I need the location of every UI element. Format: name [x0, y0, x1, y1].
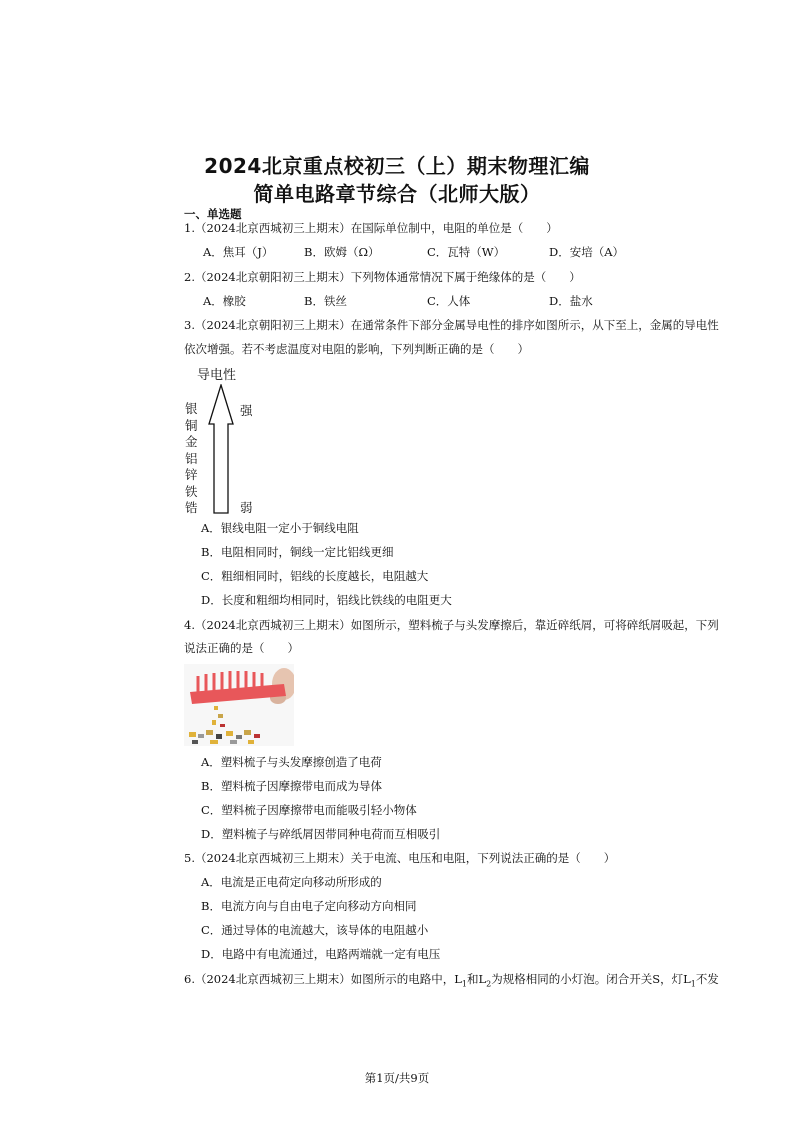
- label-weak: 弱: [240, 500, 253, 515]
- label-strong: 强: [240, 403, 253, 418]
- q6-stem: [184, 967, 759, 996]
- q1-option-c: C．瓦特（W）: [427, 245, 506, 259]
- q2-stem: 2.（2024北京朝阳初三上期末）下列物体通常情况下属于绝缘体的是（ ）: [184, 270, 581, 284]
- q1-stem: 1.（2024北京西城初三上期末）在国际单位制中，电阻的单位是（ ）: [184, 221, 558, 235]
- metal-iron: 铁: [185, 483, 198, 499]
- q3-stem-line2: 依次增强。若不考虑温度对电阻的影响，下列判断正确的是（ ）: [184, 342, 529, 356]
- section-heading: 一、单选题: [184, 207, 242, 221]
- diagram-title: 导电性: [197, 368, 237, 383]
- comb-photo: [184, 664, 294, 746]
- q2-option-b: B．铁丝: [304, 294, 347, 308]
- q6-mid2: 为规格相同的小灯泡。闭合开关S，灯L: [491, 972, 691, 986]
- q3-option-c: C．粗细相同时，铝线的长度越长，电阻越大: [201, 569, 429, 583]
- q5-option-b: B．电流方向与自由电子定向移动方向相同: [201, 899, 417, 913]
- q1-option-b: B．欧姆（Ω）: [304, 245, 380, 259]
- doc-title-line1: 2024北京重点校初三（上）期末物理汇编: [204, 154, 590, 178]
- q5-option-c: C．通过导体的电流越大，该导体的电阻越小: [201, 923, 429, 937]
- q2-option-a: A．橡胶: [203, 294, 246, 308]
- q4-option-d: D．塑料梳子与碎纸屑因带同种电荷而互相吸引: [201, 827, 441, 841]
- metal-aluminum: 铝: [185, 450, 198, 466]
- conductivity-diagram: [184, 360, 294, 518]
- metal-copper: 铜: [185, 417, 198, 433]
- q6-prefix: 6.（2024北京西城初三上期末）如图所示的电路中，L: [184, 972, 462, 986]
- q3-stem-line1: 3.（2024北京朝阳初三上期末）在通常条件下部分金属导电性的排序如图所示，从下至上，金属的导电性: [184, 318, 719, 332]
- q2-options: [203, 289, 763, 313]
- doc-title-line2: 简单电路章节综合（北师大版）: [253, 182, 541, 206]
- q4-option-a: A．塑料梳子与头发摩擦创造了电荷: [201, 755, 382, 769]
- q5-stem: 5.（2024北京西城初三上期末）关于电流、电压和电阻，下列说法正确的是（ ）: [184, 851, 616, 865]
- metal-list: [185, 401, 199, 517]
- q4-stem-line2: 说法正确的是（ ）: [184, 641, 299, 655]
- q6-suffix: 不发: [695, 972, 719, 986]
- q2-option-d: D．盐水: [549, 294, 593, 308]
- q6-sub1: 1: [461, 979, 467, 989]
- q6-sub2: 2: [486, 979, 492, 989]
- q6-sub3: 1: [690, 979, 696, 989]
- q4-option-c: C．塑料梳子因摩擦带电而能吸引轻小物体: [201, 803, 417, 817]
- metal-zirconium: 锆: [185, 500, 198, 515]
- page-footer: 第1页/共9页: [364, 1071, 430, 1085]
- q3-option-a: A．银线电阻一定小于铜线电阻: [201, 521, 359, 535]
- up-arrow-icon: [208, 384, 234, 514]
- q1-options: [203, 240, 763, 264]
- metal-silver: 银: [185, 401, 198, 416]
- q1-option-d: D．安培（A）: [549, 245, 625, 259]
- metal-zinc: 锌: [185, 467, 198, 482]
- q3-option-b: B．电阻相同时，铜线一定比铝线更细: [201, 545, 394, 559]
- q3-option-d: D．长度和粗细均相同时，铝线比铁线的电阻更大: [201, 593, 452, 607]
- q1-option-a: A．焦耳（J）: [203, 245, 274, 259]
- q5-option-a: A．电流是正电荷定向移动所形成的: [201, 875, 382, 889]
- q5-option-d: D．电路中有电流通过，电路两端就一定有电压: [201, 947, 441, 961]
- metal-gold: 金: [185, 434, 198, 449]
- q4-option-b: B．塑料梳子因摩擦带电而成为导体: [201, 779, 382, 793]
- q2-option-c: C．人体: [427, 294, 471, 308]
- q4-stem-line1: 4.（2024北京西城初三上期末）如图所示，塑料梳子与头发摩擦后，靠近碎纸屑，可将碎纸屑吸起，下列: [184, 618, 719, 632]
- q6-mid1: 和L: [466, 972, 487, 986]
